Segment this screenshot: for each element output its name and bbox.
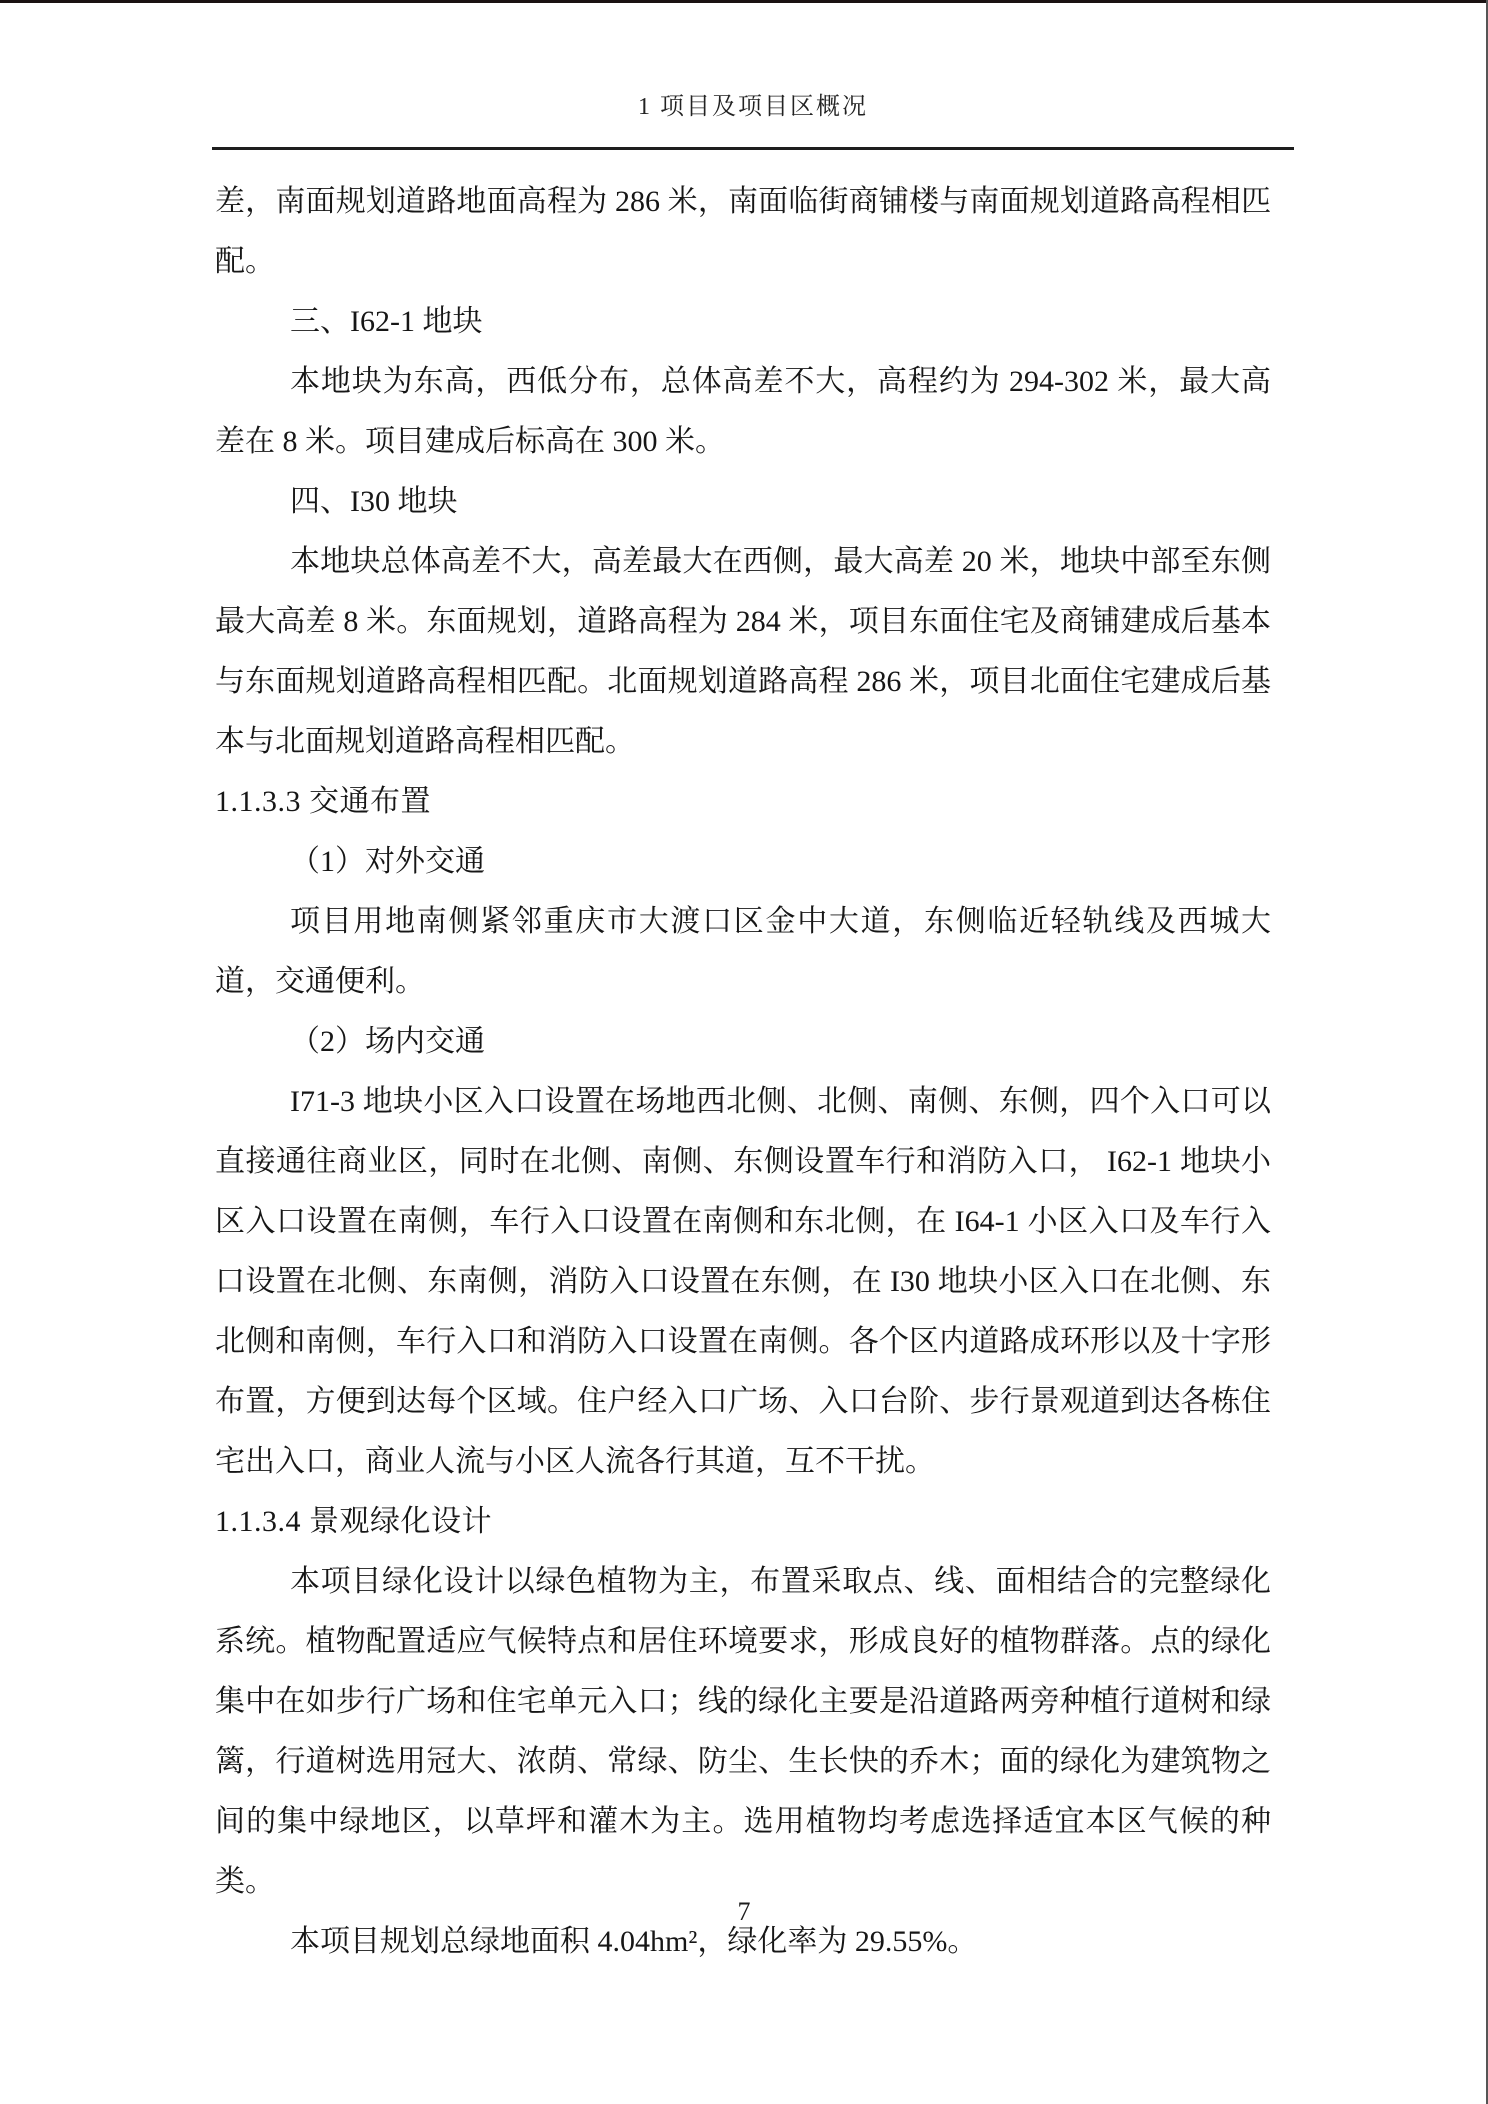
scan-top-edge-line (0, 0, 1488, 3)
section-heading-traffic: 1.1.3.3 交通布置 (215, 785, 431, 818)
paragraph-block-4-body: 本地块总体高差不大，高差最大在西侧，最大高差 20 米，地块中部至东侧最大高差 8 米。东面规划，道路高程为 284 米，项目东面住宅及商铺建成后基本与东面规划道路高程相匹配。北面规划道路高程 286 米，项目北面住宅建成后基本与北面规划道路高程相匹配。 (215, 545, 1271, 758)
paragraph-green-area: 本项目规划总绿地面积 4.04hm²，绿化率为 29.55%。 (290, 1925, 978, 1958)
paragraph-continuation: 差，南面规划道路地面高程为 286 米，南面临街商铺楼与南面规划道路高程相匹配。 (215, 185, 1271, 278)
paragraph-external-traffic-title: （1）对外交通 (290, 845, 485, 878)
paragraph-landscape-body: 本项目绿化设计以绿色植物为主，布置采取点、线、面相结合的完整绿化系统。植物配置适应气候特点和居住环境要求，形成良好的植物群落。点的绿化集中在如步行广场和住宅单元入口；线的绿化主要是沿道路两旁种植行道树和绿篱，行道树选用冠大、浓荫、常绿、防尘、生长快的乔木；面的绿化为建筑物之间的集中绿地区，以草坪和灌木为主。选用植物均考虑选择适宜本区气候的种类。 (215, 1565, 1271, 1898)
running-header-title: 1 项目及项目区概况 (638, 94, 868, 120)
document-body (215, 172, 1271, 1972)
header-rule (212, 147, 1294, 150)
page-number: 7 (737, 1897, 751, 1926)
section-heading-landscape: 1.1.3.4 景观绿化设计 (215, 1505, 492, 1538)
paragraph-block-3-title: 三、I62-1 地块 (290, 305, 483, 338)
paragraph-external-traffic-body: 项目用地南侧紧邻重庆市大渡口区金中大道，东侧临近轻轨线及西城大道，交通便利。 (215, 905, 1271, 998)
paragraph-internal-traffic-title: （2）场内交通 (290, 1025, 485, 1058)
paragraph-block-4-title: 四、I30 地块 (290, 485, 458, 518)
paragraph-internal-traffic-body: I71-3 地块小区入口设置在场地西北侧、北侧、南侧、东侧，四个入口可以直接通往商业区，同时在北侧、南侧、东侧设置车行和消防入口， I62-1 地块小区入口设置在南侧，车行入口设置在南侧和东北侧，在 I64-1 小区入口及车行入口设置在北侧、东南侧，消防入口设置在东侧，在 I30 地块小区入口在北侧、东北侧和南侧，车行入口和消防入口设置在南侧。各个区内道路成环形以及十字形布置，方便到达每个区域。住户经入口广场、入口台阶、步行景观道到达各栋住宅出入口，商业人流与小区人流各行其道，互不干扰。 (215, 1085, 1271, 1478)
paragraph-block-3-body: 本地块为东高，西低分布，总体高差不大，高程约为 294-302 米，最大高差在 8 米。项目建成后标高在 300 米。 (215, 365, 1271, 458)
